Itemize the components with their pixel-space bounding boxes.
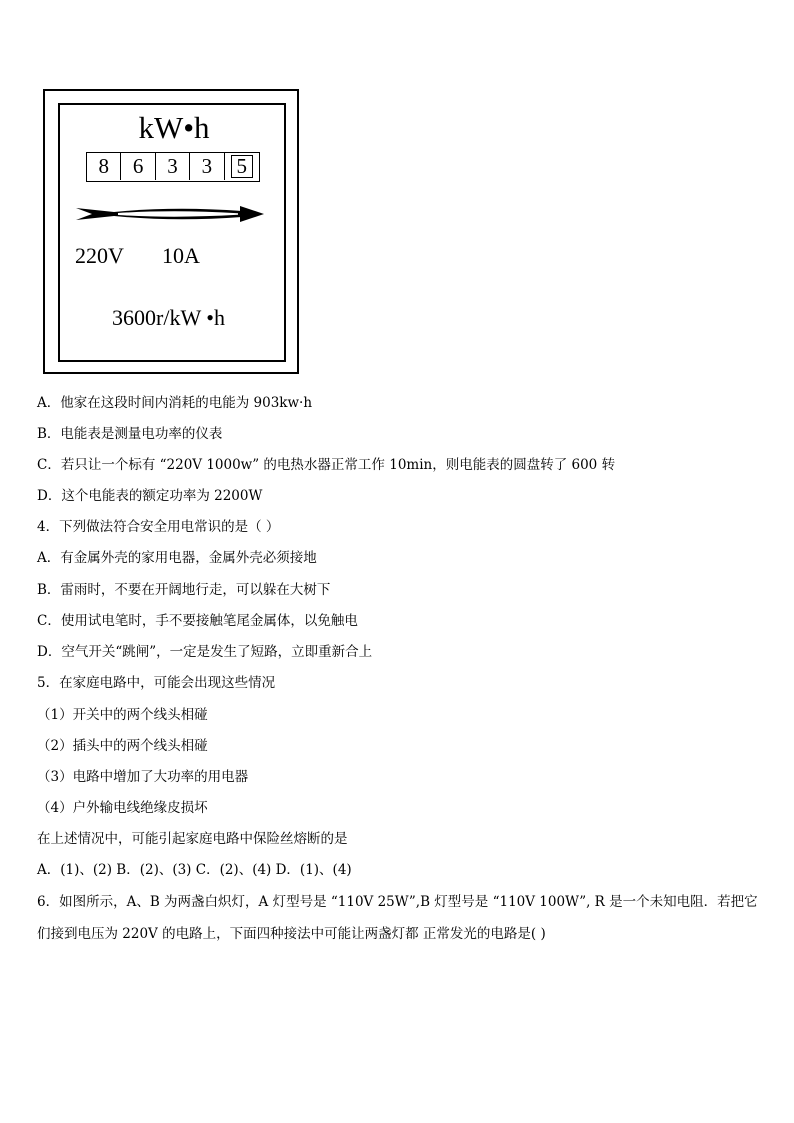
meter-pointer-icon (74, 200, 266, 228)
question-5-prompt: 在上述情况中，可能引起家庭电路中保险丝熔断的是 (37, 831, 348, 847)
meter-current: 10A (162, 243, 200, 268)
meter-digit-5-box (225, 153, 259, 180)
option-3c: C．若只让一个标有 “220V 1000w” 的电热水器正常工作 10min，则电能表的圆盘转了 600 转 (37, 457, 616, 473)
question-6-line-2: 们接到电压为 220V 的电路上，下面四种接法中可能让两盏灯都 正常发光的电路是( ) (37, 926, 546, 942)
meter-voltage: 220V (75, 243, 124, 268)
question-4: 4．下列做法符合安全用电常识的是（ ） (37, 519, 280, 535)
option-3d: D．这个电能表的额定功率为 2200W (37, 488, 263, 504)
meter-digit-3: 3 (156, 153, 190, 180)
meter-digit-display (86, 152, 260, 182)
meter-rating: 3600r/kW •h (112, 305, 226, 330)
option-3a: A．他家在这段时间内消耗的电能为 903kw·h (37, 395, 313, 411)
question-6-line-1: 6．如图所示，A、B 为两盏白炽灯，A 灯型号是 “110V 25W”,B 灯型号是 “110V 100W”, R 是一个未知电阻．若把它 (37, 894, 758, 910)
question-5-options: A．(1)、(2) B．(2)、(3) C．(2)、(4) D．(1)、(4) (37, 862, 352, 878)
situation-1: （1）开关中的两个线头相碰 (37, 707, 208, 723)
meter-digit-5: 5 (231, 155, 253, 178)
option-4d: D．空气开关“跳闸”，一定是发生了短路，立即重新合上 (37, 644, 373, 660)
situation-4: （4）户外输电线绝缘皮损坏 (37, 800, 208, 816)
meter-digit-2: 6 (121, 153, 155, 180)
option-4c: C．使用试电笔时，手不要接触笔尾金属体，以免触电 (37, 613, 358, 629)
meter-digit-1: 8 (87, 153, 121, 180)
meter-digit-4: 3 (190, 153, 224, 180)
situation-3: （3）电路中增加了大功率的用电器 (37, 769, 249, 785)
option-4b: B．雷雨时，不要在开阔地行走，可以躲在大树下 (37, 582, 331, 598)
option-4a: A．有金属外壳的家用电器，金属外壳必须接地 (37, 550, 317, 566)
option-3b: B．电能表是测量电功率的仪表 (37, 426, 223, 442)
question-5: 5．在家庭电路中，可能会出现这些情况 (37, 675, 276, 691)
meter-unit-label: kW•h (138, 110, 210, 145)
situation-2: （2）插头中的两个线头相碰 (37, 738, 208, 754)
